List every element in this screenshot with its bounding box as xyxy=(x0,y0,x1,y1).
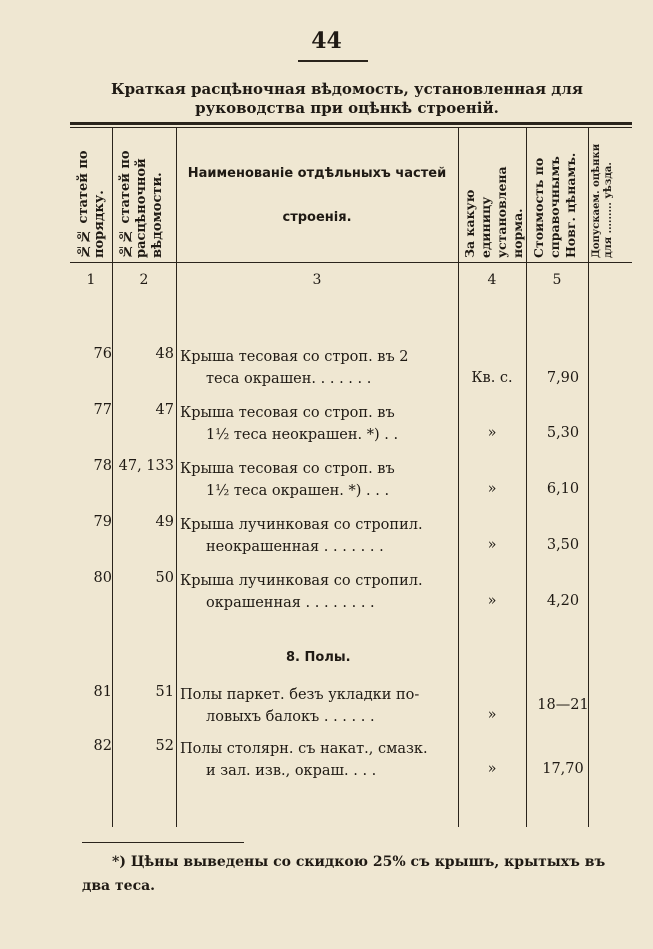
row-80-ref: 50 xyxy=(155,570,174,586)
row-82-unit: » xyxy=(487,761,497,777)
row-78-price: 6,10 xyxy=(546,481,580,497)
row-78-unit: » xyxy=(487,481,497,497)
row-81-unit: » xyxy=(487,707,497,723)
row-82-price: 17,70 xyxy=(542,761,584,777)
row-82-name-line1: Полы столярн. съ накат., смазк. xyxy=(180,741,428,757)
colnum-1: 1 xyxy=(86,272,96,288)
header-col2: №№ статей по расцѣночной вѣдомости. xyxy=(118,150,165,258)
header-col6: Допускаем. оцѣнки для ......... уѣзда. xyxy=(591,143,614,258)
row-77-unit: » xyxy=(487,425,497,441)
row-76-price: 7,90 xyxy=(546,370,580,386)
row-81-price: 18—21 xyxy=(537,697,589,713)
row-76-no: 76 xyxy=(93,346,112,362)
row-77-no: 77 xyxy=(93,402,112,418)
colnum-5: 5 xyxy=(552,272,562,288)
document-title: Краткая расцѣночная вѣдомость, установленная для руководства при оцѣнкѣ строеній. xyxy=(111,80,583,117)
page-number: 44 xyxy=(311,28,342,54)
row-79-price: 3,50 xyxy=(546,537,580,553)
row-81-name-line2: ловыхъ балокъ . . . . . . xyxy=(206,709,375,725)
row-77-ref: 47 xyxy=(155,402,174,418)
row-79-name-line1: Крыша лучинковая со стропил. xyxy=(180,517,423,533)
row-76-name-line1: Крыша тесовая со строп. въ 2 xyxy=(180,349,409,365)
row-79-unit: » xyxy=(487,537,497,553)
footnote-rule xyxy=(82,842,244,843)
row-79-name-line2: неокрашенная . . . . . . . xyxy=(206,539,384,555)
row-77-name-line1: Крыша тесовая со строп. въ xyxy=(180,405,395,421)
row-77-name-line2: 1½ теса неокрашен. *) . . xyxy=(206,427,399,443)
colnum-3: 3 xyxy=(312,272,322,288)
section-title: 8. Полы. xyxy=(286,650,351,665)
row-76-ref: 48 xyxy=(155,346,174,362)
footnote: *) Цѣны выведены со скидкою 25% съ крышъ, крытыхъ въ два теса. xyxy=(82,854,606,894)
row-79-ref: 49 xyxy=(155,514,174,530)
header-col5: Стоимость по справочнымъ Новг. цѣнамъ. xyxy=(531,152,578,258)
row-77-price: 5,30 xyxy=(546,425,580,441)
col4-right-rule xyxy=(526,127,527,827)
header-bottom-rule xyxy=(70,262,632,263)
colnum-2: 2 xyxy=(139,272,149,288)
header-col3-line2: строенія. xyxy=(282,210,352,225)
header-col3-line1: Наименованіе отдѣльныхъ частей xyxy=(187,166,447,181)
col1-right-rule xyxy=(112,127,113,827)
row-78-name-line1: Крыша тесовая со строп. въ xyxy=(180,461,395,477)
table-top-rule-thin xyxy=(70,127,632,128)
row-81-name-line1: Полы паркет. безъ укладки по- xyxy=(180,687,420,703)
colnum-4: 4 xyxy=(487,272,497,288)
row-82-ref: 52 xyxy=(155,738,174,754)
row-76-name-line2: теса окрашен. . . . . . . xyxy=(206,371,372,387)
row-78-no: 78 xyxy=(93,458,112,474)
row-78-name-line2: 1½ теса окрашен. *) . . . xyxy=(206,483,390,499)
row-80-unit: » xyxy=(487,593,497,609)
row-80-name-line1: Крыша лучинковая со стропил. xyxy=(180,573,423,589)
row-80-name-line2: окрашенная . . . . . . . . xyxy=(206,595,375,611)
col5-right-rule xyxy=(588,127,589,827)
row-79-no: 79 xyxy=(93,514,112,530)
page-number-rule xyxy=(298,60,368,62)
header-col1: №№ статей по порядку. xyxy=(76,150,107,258)
row-80-price: 4,20 xyxy=(546,593,580,609)
table-top-rule-thick xyxy=(70,122,632,125)
header-col4: За какую единицу установлена норма. xyxy=(462,166,525,258)
row-82-no: 82 xyxy=(93,738,112,754)
row-80-no: 80 xyxy=(93,570,112,586)
row-82-name-line2: и зал. изв., окраш. . . . xyxy=(206,763,377,779)
price-table xyxy=(70,122,632,828)
col2-right-rule xyxy=(176,127,177,827)
row-76-unit: Кв. с. xyxy=(471,370,513,386)
row-78-ref: 47, 133 xyxy=(118,458,174,474)
row-81-no: 81 xyxy=(93,684,112,700)
row-81-ref: 51 xyxy=(155,684,174,700)
